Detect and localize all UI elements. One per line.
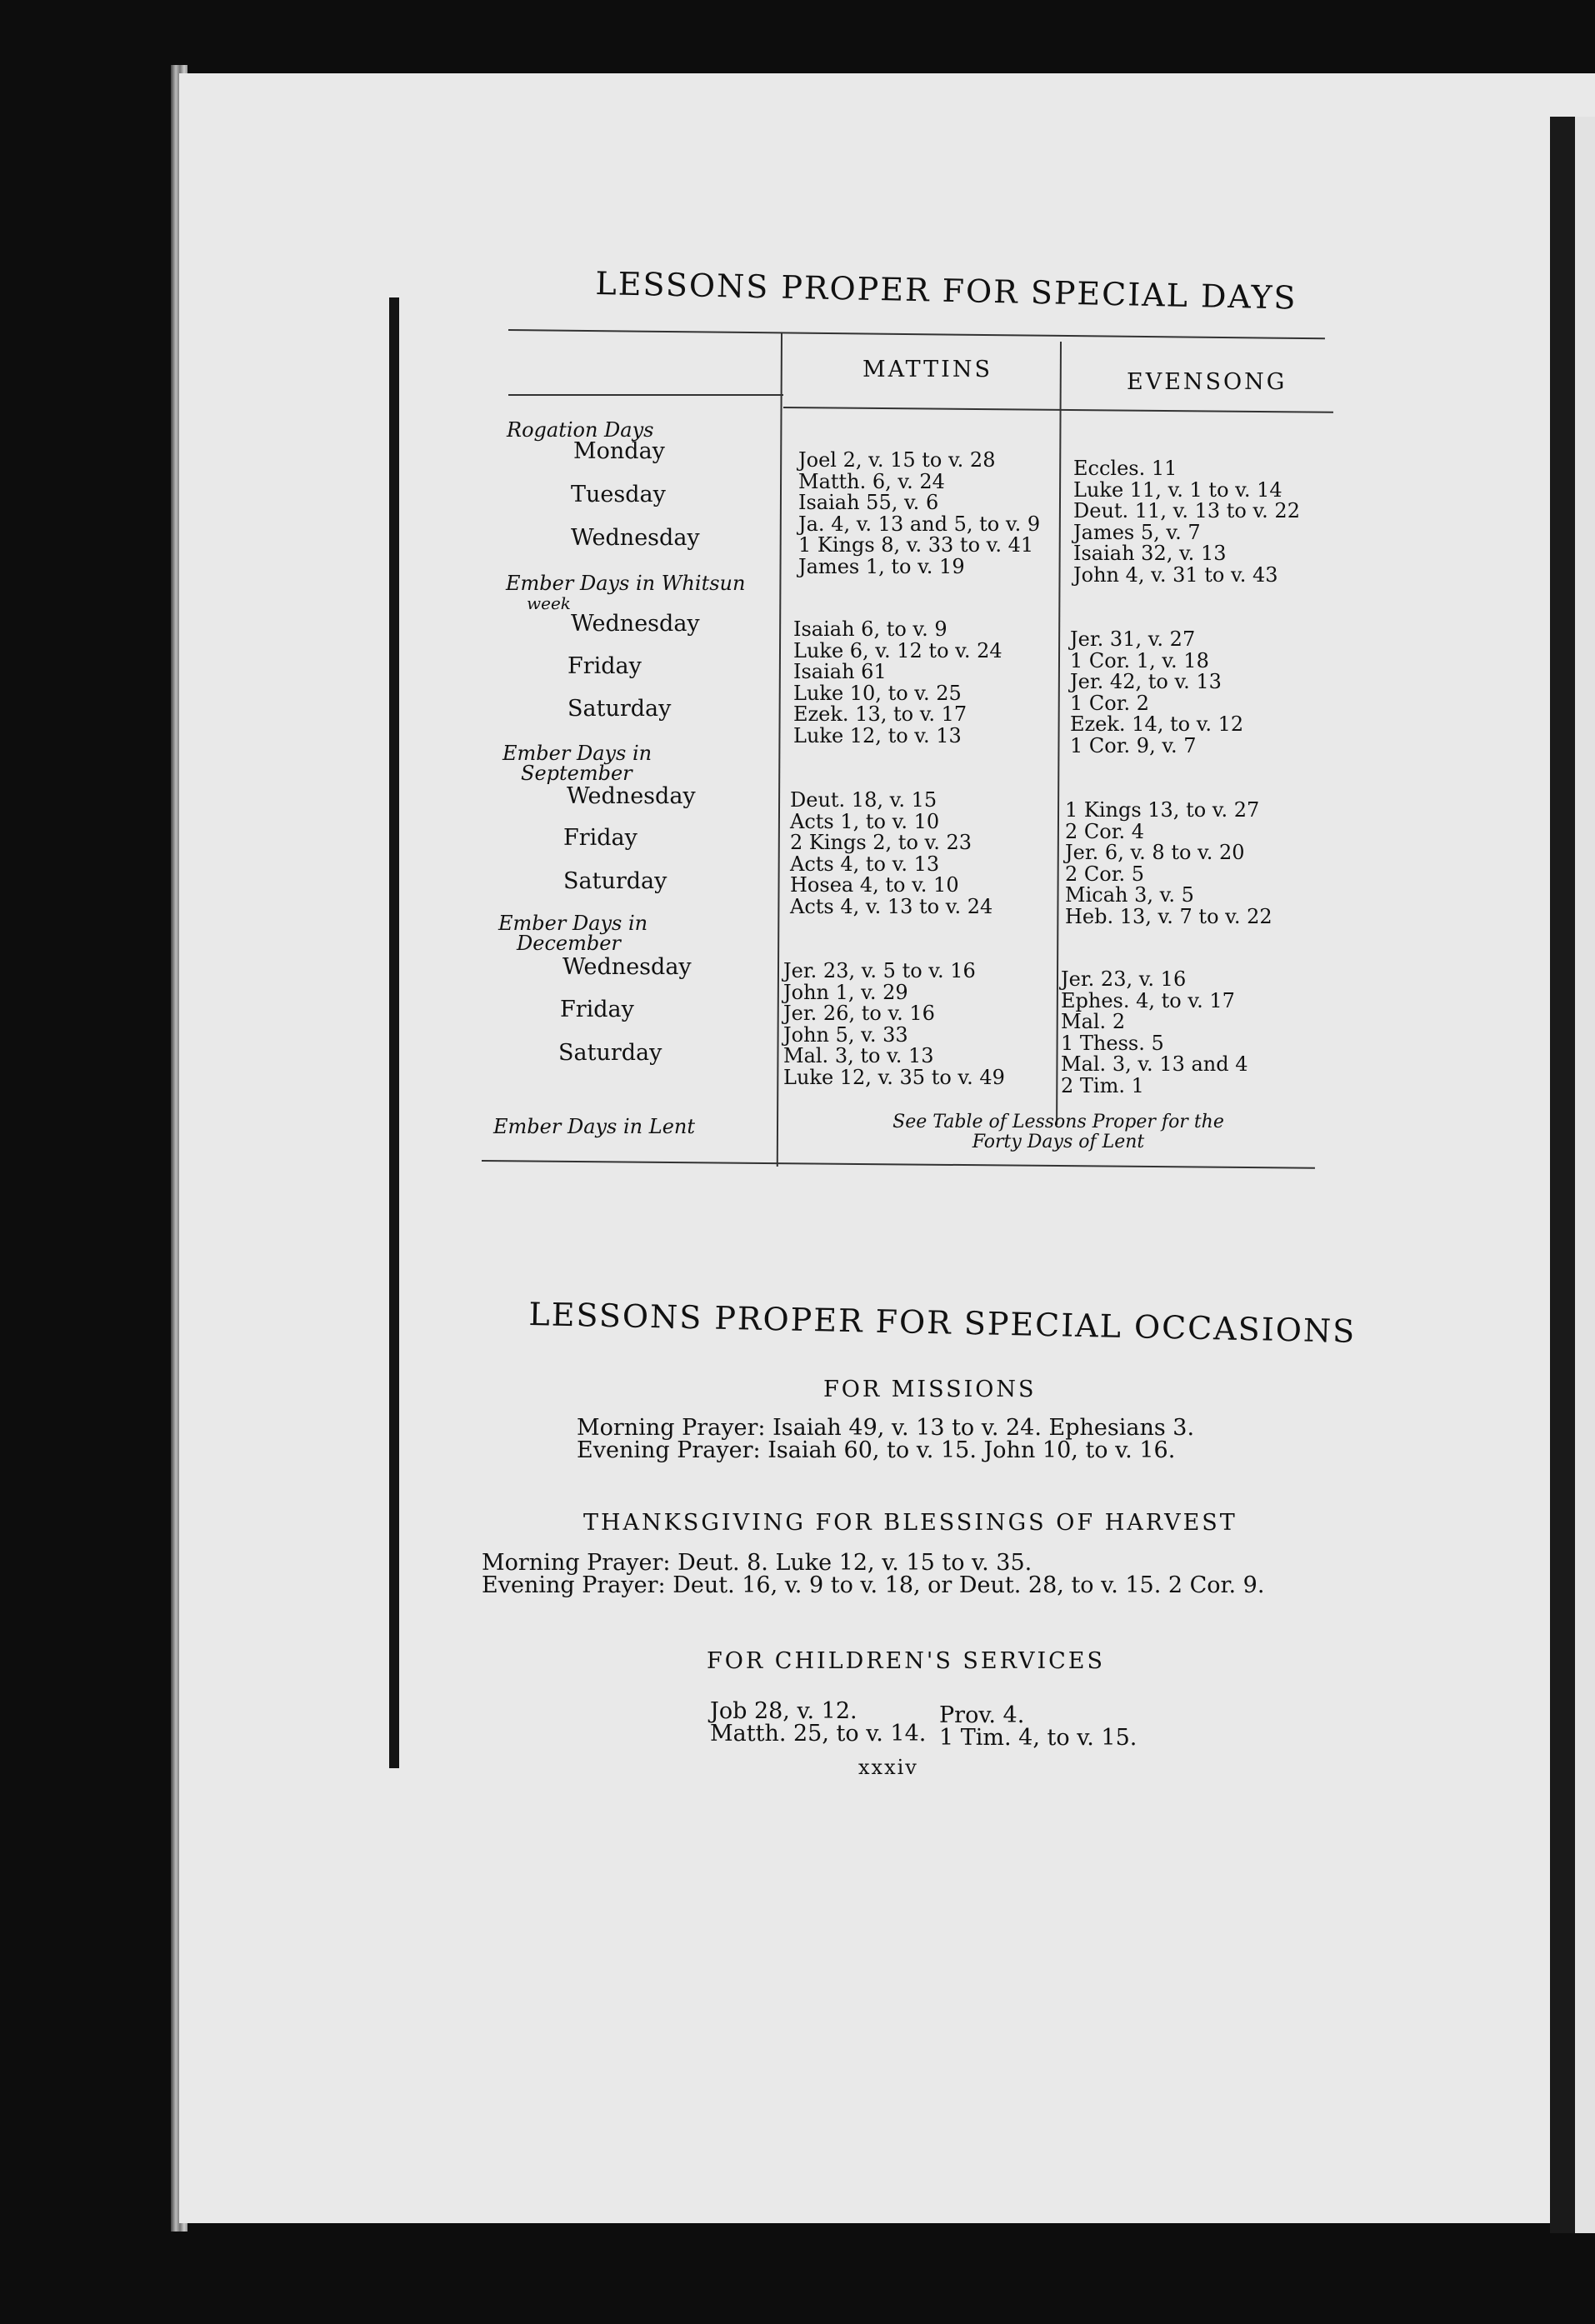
evensong-whitsun: Jer. 31, v. 27 1 Cor. 1, v. 18 Jer. 42, to v. 13 1 Cor. 2 Ezek. 14, to v. 12 1 Cor. 9, v. 7 — [1070, 627, 1244, 757]
day-label: Saturday — [558, 1040, 662, 1066]
harvest-lessons: Morning Prayer: Deut. 8. Luke 12, v. 15 to v. 35. Evening Prayer: Deut. 16, v. 9 to v. 18, or Deut. 28, to v. 15. 2 Cor. 9. — [482, 1550, 1265, 1598]
occasions-title: LESSONS PROPER FOR SPECIAL OCCASIONS — [528, 1296, 1357, 1350]
harvest-heading: THANKSGIVING FOR BLESSINGS OF HARVEST — [583, 1510, 1238, 1536]
evensong-rogation: Eccles. 11 Luke 11, v. 1 to v. 14 Deut. 11, v. 13 to v. 22 James 5, v. 7 Isaiah 32, v. 13 John 4, v. 31 to v. 43 — [1073, 457, 1300, 587]
group-label-rogation: Rogation Days — [507, 418, 654, 442]
mattins-whitsun: Isaiah 6, to v. 9 Luke 6, v. 12 to v. 24 Isaiah 61 Luke 10, to v. 25 Ezek. 13, to v. 17 Luke 12, to v. 13 — [793, 617, 1002, 747]
facing-page-edge — [1575, 117, 1595, 2233]
day-label: Friday — [560, 997, 634, 1022]
mattins-december: Jer. 23, v. 5 to v. 16 John 1, v. 29 Jer. 26, to v. 16 John 5, v. 33 Mal. 3, to v. 13 Luke 12, v. 35 to v. 49 — [783, 959, 1005, 1089]
children-lessons-right: Prov. 4. 1 Tim. 4, to v. 15. — [939, 1702, 1138, 1751]
children-heading: FOR CHILDREN'S SERVICES — [707, 1648, 1105, 1674]
group-label-september: Ember Days in September — [502, 742, 652, 785]
mattins-september: Deut. 18, v. 15 Acts 1, to v. 10 2 Kings 2, to v. 23 Acts 4, to v. 13 Hosea 4, to v. 10 Acts 4, v. 13 to v. 24 — [790, 788, 993, 918]
header-rule — [508, 394, 783, 396]
page-title: LESSONS PROPER FOR SPECIAL DAYS — [595, 265, 1298, 317]
page-number: xxxiv — [858, 1756, 918, 1779]
day-label: Saturday — [568, 696, 672, 722]
missions-lessons: Morning Prayer: Isaiah 49, v. 13 to v. 24. Ephesians 3. Evening Prayer: Isaiah 60, to v. 15. John 10, to v. 16. — [577, 1415, 1195, 1463]
day-label: Tuesday — [571, 482, 666, 507]
day-label: Wednesday — [571, 525, 700, 551]
day-label: Wednesday — [567, 783, 696, 809]
column-header-evensong: EVENSONG — [1127, 369, 1288, 395]
group-label-lent: Ember Days in Lent — [493, 1115, 696, 1138]
day-label: Wednesday — [571, 611, 700, 637]
evensong-september: 1 Kings 13, to v. 27 2 Cor. 4 Jer. 6, v. 8 to v. 20 2 Cor. 5 Micah 3, v. 5 Heb. 13, v. 7 to v. 22 — [1065, 798, 1272, 928]
group-label-whitsun: Ember Days in Whitsun week — [506, 572, 746, 613]
day-label: Saturday — [563, 868, 668, 894]
day-label: Friday — [568, 653, 642, 679]
day-label: Monday — [573, 438, 665, 464]
column-header-mattins: MATTINS — [862, 357, 992, 382]
day-label: Wednesday — [562, 954, 692, 980]
margin-rule — [389, 297, 399, 1768]
mattins-rogation: Joel 2, v. 15 to v. 28 Matth. 6, v. 24 Isaiah 55, v. 6 Ja. 4, v. 13 and 5, to v. 9 1 Kings 8, v. 33 to v. 41 James 1, to v. 19 — [798, 448, 1041, 578]
children-lessons-left: Job 28, v. 12. Matth. 25, to v. 14. — [710, 1698, 927, 1747]
evensong-december: Jer. 23, v. 16 Ephes. 4, to v. 17 Mal. 2 1 Thess. 5 Mal. 3, v. 13 and 4 2 Tim. 1 — [1061, 967, 1248, 1097]
group-label-december: Ember Days in December — [498, 912, 648, 955]
day-label: Friday — [563, 825, 638, 851]
lent-note: See Table of Lessons Proper for the Forty Days of Lent — [892, 1112, 1224, 1152]
missions-heading: FOR MISSIONS — [823, 1377, 1037, 1402]
